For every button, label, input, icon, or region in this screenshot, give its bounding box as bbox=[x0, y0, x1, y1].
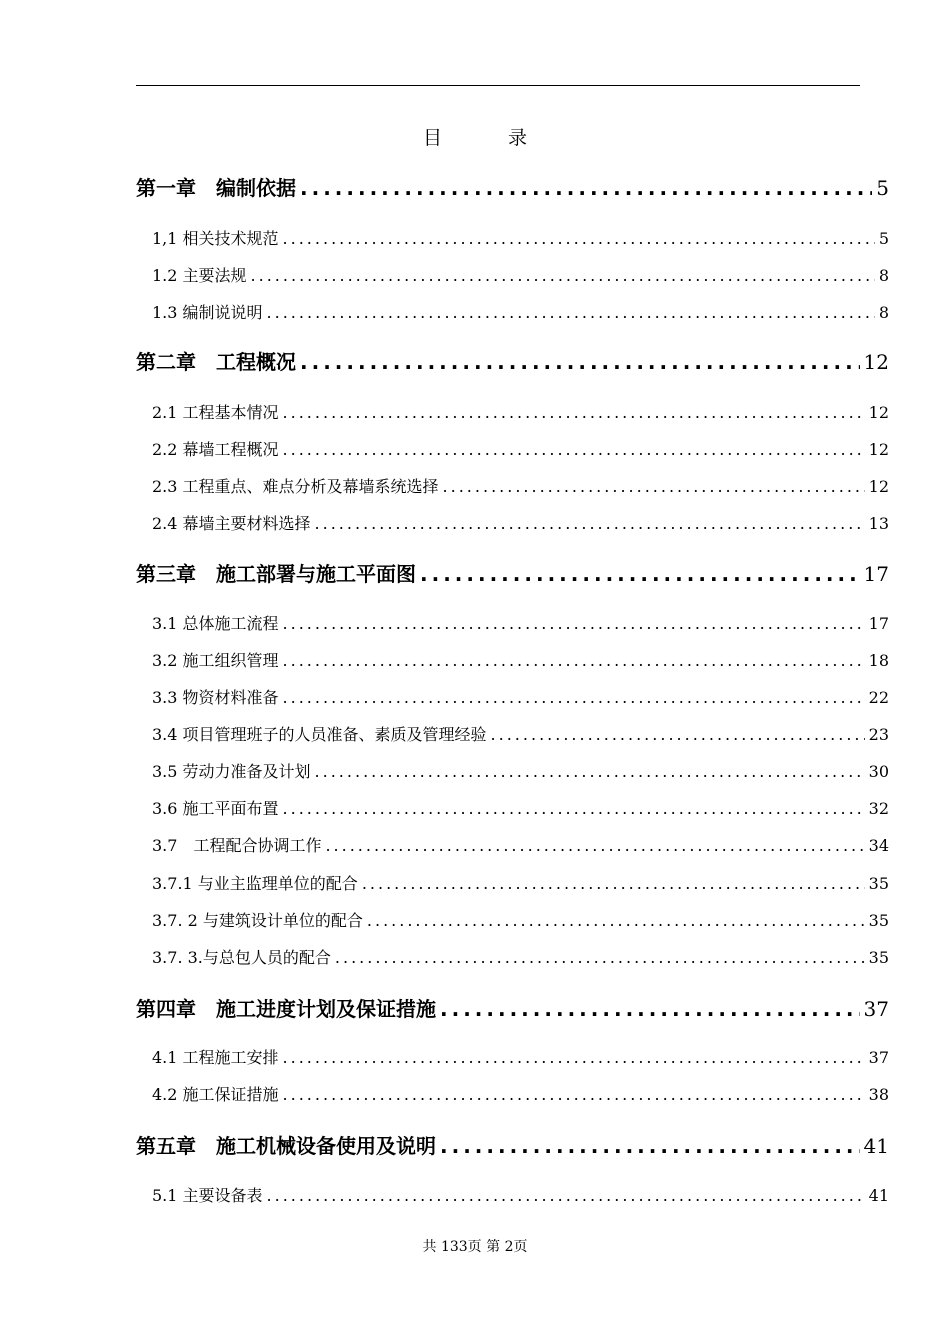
toc-entry-section[interactable] bbox=[136, 945, 889, 969]
toc-entry-section[interactable] bbox=[136, 474, 889, 498]
toc-entry-page-number: 18 bbox=[868, 651, 889, 670]
toc-entry-page-number: 8 bbox=[878, 303, 889, 322]
toc-entry-section[interactable] bbox=[136, 759, 889, 783]
toc-leader-dots bbox=[267, 1186, 865, 1205]
toc-entry-page-number: 37 bbox=[863, 997, 889, 1021]
toc-entry-label: 第五章 施工机械设备使用及说明 bbox=[136, 1134, 436, 1158]
toc-entry-page-number: 32 bbox=[868, 799, 889, 818]
toc-entry-page-number: 12 bbox=[868, 403, 889, 422]
toc-leader-dots bbox=[325, 836, 864, 855]
toc-entry-page-number: 23 bbox=[868, 725, 889, 744]
toc-leader-dots bbox=[267, 303, 875, 322]
header-rule bbox=[136, 85, 860, 86]
toc-entry-label: 4.2 施工保证措施 bbox=[152, 1085, 279, 1104]
toc-entry-label: 3.7.1 与业主监理单位的配合 bbox=[152, 874, 358, 893]
toc-entry-page-number: 35 bbox=[868, 948, 889, 967]
toc-leader-dots bbox=[283, 1048, 865, 1067]
toc-entry-page-number: 41 bbox=[863, 1134, 889, 1158]
toc-entry-label: 1.3 编制说说明 bbox=[152, 303, 263, 322]
toc-leader-dots bbox=[315, 514, 865, 533]
toc-leader-dots bbox=[420, 562, 860, 586]
toc-entry-label: 第一章 编制依据 bbox=[136, 176, 296, 200]
toc-entry-label: 3.2 施工组织管理 bbox=[152, 651, 279, 670]
toc-entry-chapter[interactable] bbox=[136, 1130, 889, 1160]
toc-entry-label: 3.7. 3.与总包人员的配合 bbox=[152, 948, 331, 967]
toc-leader-dots bbox=[283, 440, 865, 459]
toc-leader-dots bbox=[283, 799, 865, 818]
toc-entry-section[interactable] bbox=[136, 511, 889, 535]
toc-entry-section[interactable] bbox=[136, 226, 889, 250]
toc-entry-page-number: 41 bbox=[868, 1186, 889, 1205]
toc-entry-section[interactable] bbox=[136, 1045, 889, 1069]
toc-leader-dots bbox=[283, 229, 875, 248]
toc-entry-page-number: 5 bbox=[876, 176, 889, 200]
toc-entry-page-number: 17 bbox=[868, 614, 889, 633]
toc-entry-page-number: 35 bbox=[868, 911, 889, 930]
toc-leader-dots bbox=[443, 477, 865, 496]
toc-entry-section[interactable] bbox=[136, 1183, 889, 1207]
toc-entry-section[interactable] bbox=[136, 648, 889, 672]
toc-entry-label: 第三章 施工部署与施工平面图 bbox=[136, 562, 416, 586]
toc-entry-section[interactable] bbox=[136, 722, 889, 746]
toc-leader-dots bbox=[283, 688, 865, 707]
toc-entry-label: 1.2 主要法规 bbox=[152, 266, 247, 285]
toc-entry-label: 3.7 工程配合协调工作 bbox=[152, 836, 322, 855]
toc-entry-section[interactable] bbox=[136, 400, 889, 424]
toc-entry-page-number: 17 bbox=[863, 562, 889, 586]
toc-leader-dots bbox=[362, 874, 865, 893]
toc-entry-chapter[interactable] bbox=[136, 993, 889, 1023]
toc-entry-label: 3.4 项目管理班子的人员准备、素质及管理经验 bbox=[152, 725, 487, 744]
toc-title-char-2: 录 bbox=[508, 127, 528, 149]
toc-title bbox=[0, 123, 950, 150]
toc-entry-label: 第二章 工程概况 bbox=[136, 350, 296, 374]
toc-entry-page-number: 30 bbox=[868, 762, 889, 781]
toc-entry-chapter[interactable] bbox=[136, 558, 889, 588]
toc-leader-dots bbox=[440, 997, 860, 1021]
toc-entry-label: 1,1 相关技术规范 bbox=[152, 229, 279, 248]
toc-entry-chapter[interactable] bbox=[136, 346, 889, 376]
toc-entry-label: 2.1 工程基本情况 bbox=[152, 403, 279, 422]
toc-entry-page-number: 34 bbox=[868, 836, 889, 855]
toc-entry-page-number: 12 bbox=[868, 440, 889, 459]
toc-entry-label: 3.5 劳动力准备及计划 bbox=[152, 762, 311, 781]
toc-entry-section[interactable] bbox=[136, 833, 889, 857]
toc-entry-label: 2.4 幕墙主要材料选择 bbox=[152, 514, 311, 533]
toc-entry-label: 3.6 施工平面布置 bbox=[152, 799, 279, 818]
toc-entry-chapter[interactable] bbox=[136, 172, 889, 202]
page-footer: 共 133页 第 2页 bbox=[422, 1239, 528, 1255]
toc-entry-section[interactable] bbox=[136, 871, 889, 895]
toc-entry-label: 5.1 主要设备表 bbox=[152, 1186, 263, 1205]
toc-entry-label: 第四章 施工进度计划及保证措施 bbox=[136, 997, 436, 1021]
toc-entry-section[interactable] bbox=[136, 796, 889, 820]
toc-entry-section[interactable] bbox=[136, 437, 889, 461]
toc-leader-dots bbox=[315, 762, 865, 781]
toc-leader-dots bbox=[440, 1134, 860, 1158]
toc-leader-dots bbox=[335, 948, 865, 967]
toc-entry-section[interactable] bbox=[136, 1082, 889, 1106]
toc-leader-dots bbox=[367, 911, 865, 930]
toc-entry-page-number: 38 bbox=[868, 1085, 889, 1104]
toc-entry-section[interactable] bbox=[136, 908, 889, 932]
toc-entry-page-number: 13 bbox=[868, 514, 889, 533]
toc-entry-section[interactable] bbox=[136, 263, 889, 287]
toc-entry-label: 3.7. 2 与建筑设计单位的配合 bbox=[152, 911, 363, 930]
toc-entry-label: 3.1 总体施工流程 bbox=[152, 614, 279, 633]
toc-entry-page-number: 12 bbox=[863, 350, 889, 374]
toc-entry-label: 2.3 工程重点、难点分析及幕墙系统选择 bbox=[152, 477, 439, 496]
toc-entry-section[interactable] bbox=[136, 300, 889, 324]
toc-entry-section[interactable] bbox=[136, 685, 889, 709]
toc-leader-dots bbox=[300, 176, 872, 200]
toc-entry-page-number: 35 bbox=[868, 874, 889, 893]
toc-entry-label: 3.3 物资材料准备 bbox=[152, 688, 279, 707]
toc-entry-label: 2.2 幕墙工程概况 bbox=[152, 440, 279, 459]
toc-entry-page-number: 8 bbox=[878, 266, 889, 285]
toc-entry-label: 4.1 工程施工安排 bbox=[152, 1048, 279, 1067]
toc-leader-dots bbox=[251, 266, 875, 285]
toc-leader-dots bbox=[283, 403, 865, 422]
toc-entry-page-number: 22 bbox=[868, 688, 889, 707]
toc-leader-dots bbox=[491, 725, 865, 744]
toc-leader-dots bbox=[300, 350, 860, 374]
toc-entry-page-number: 5 bbox=[878, 229, 889, 248]
toc-leader-dots bbox=[283, 651, 865, 670]
toc-leader-dots bbox=[283, 1085, 865, 1104]
toc-title-char-1: 目 bbox=[422, 127, 442, 149]
toc-entry-page-number: 12 bbox=[868, 477, 889, 496]
toc-leader-dots bbox=[283, 614, 865, 633]
toc-entry-section[interactable] bbox=[136, 611, 889, 635]
toc-entry-page-number: 37 bbox=[868, 1048, 889, 1067]
